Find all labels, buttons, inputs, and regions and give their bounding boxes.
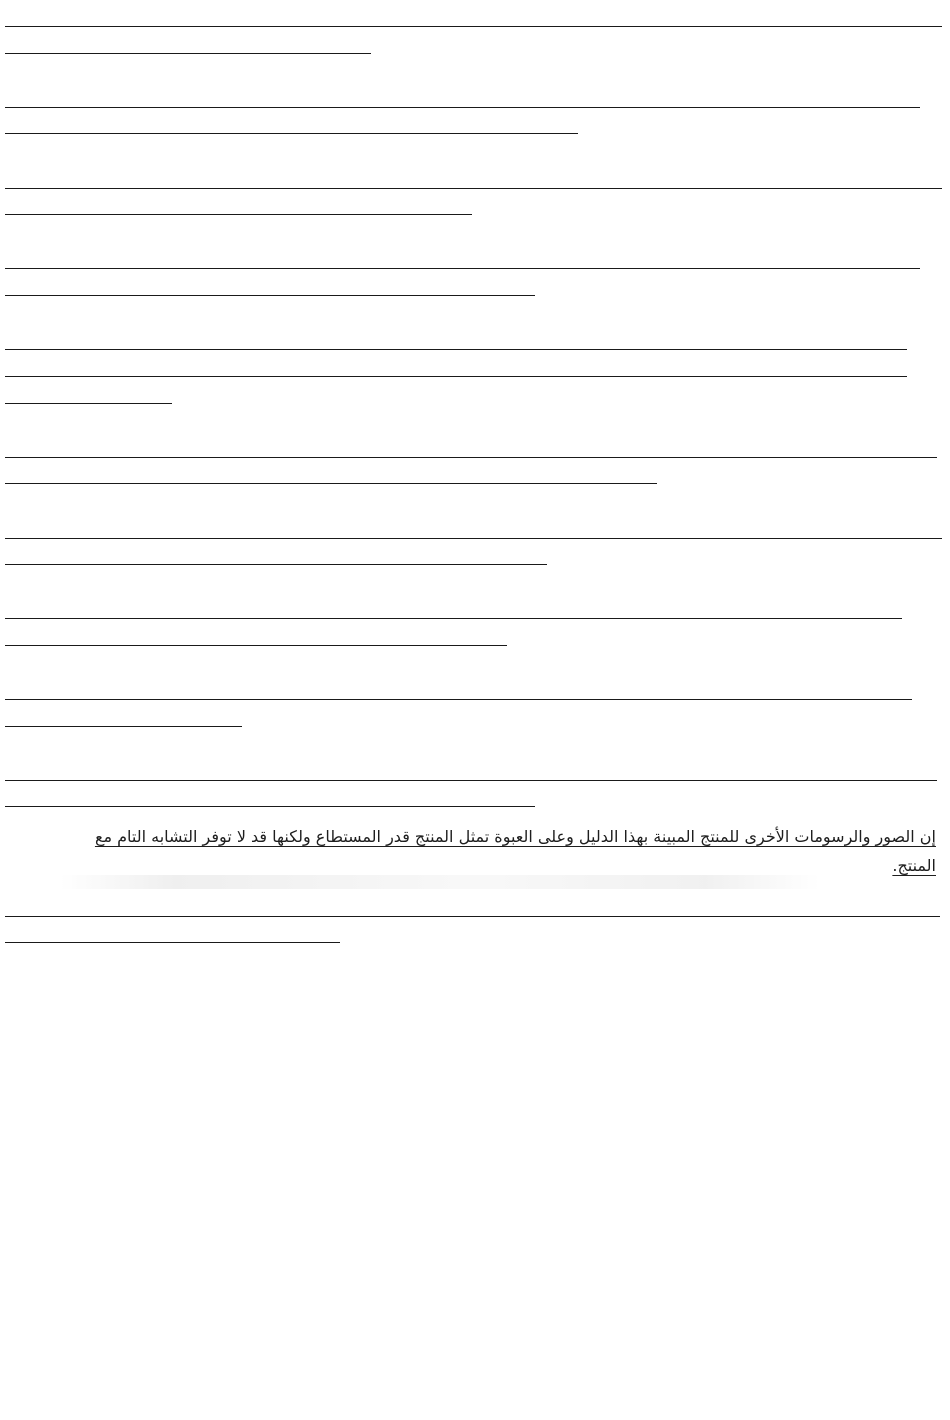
blank-line <box>5 806 535 807</box>
blank-line <box>5 26 942 27</box>
blank-line <box>5 214 472 215</box>
blank-line <box>5 483 657 484</box>
blank-line <box>5 188 942 189</box>
blank-line <box>5 376 907 377</box>
blank-line <box>5 618 902 619</box>
blank-line <box>5 457 937 458</box>
blank-line <box>5 942 340 943</box>
blank-line <box>5 295 535 296</box>
blank-line <box>5 564 547 565</box>
blank-line <box>5 403 172 404</box>
blank-line <box>5 538 942 539</box>
blank-line <box>5 53 371 54</box>
blank-line <box>5 107 920 108</box>
blank-line <box>5 268 920 269</box>
blank-line <box>5 645 507 646</box>
blank-line <box>5 726 242 727</box>
blank-line <box>5 133 578 134</box>
blank-line <box>5 780 937 781</box>
product-image-disclaimer <box>60 822 936 880</box>
disclaimer-text: إن الصور والرسومات الأخرى للمنتج المبينة بهذا الدليل وعلى العبوة تمثل المنتج قدر المستطاع ولكنها قد لا توفر التشابه التام مع المنتج. <box>94 827 936 875</box>
blank-line <box>5 916 940 917</box>
blank-line <box>5 349 907 350</box>
blank-line <box>5 699 912 700</box>
